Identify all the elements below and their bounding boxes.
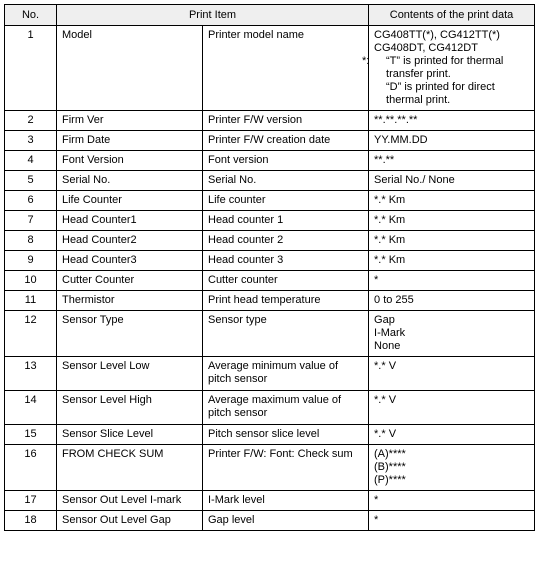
note-line: “D” is printed for direct thermal print. bbox=[386, 81, 495, 106]
contents-line: *.* Km bbox=[374, 214, 406, 226]
table-row bbox=[5, 291, 535, 311]
row-item-description: Head counter 3 bbox=[203, 251, 369, 271]
row-item-description: Printer F/W creation date bbox=[203, 131, 369, 151]
row-number: 10 bbox=[5, 271, 57, 291]
row-item-description: I-Mark level bbox=[203, 491, 369, 511]
table-row bbox=[5, 211, 535, 231]
contents-line: (B)**** bbox=[374, 461, 406, 473]
contents-line: *.* V bbox=[374, 360, 397, 372]
row-item-name: Font Version bbox=[57, 151, 203, 171]
contents-line: *.* V bbox=[374, 428, 397, 440]
note-line: “T” is printed for thermal transfer print. bbox=[386, 55, 504, 80]
row-number: 2 bbox=[5, 111, 57, 131]
row-item-description: Head counter 1 bbox=[203, 211, 369, 231]
row-item-description: Cutter counter bbox=[203, 271, 369, 291]
row-item-description: Font version bbox=[203, 151, 369, 171]
row-item-name: Sensor Out Level I-mark bbox=[57, 491, 203, 511]
row-item-name: Firm Date bbox=[57, 131, 203, 151]
row-contents bbox=[369, 151, 535, 171]
row-number: 12 bbox=[5, 311, 57, 357]
row-number: 4 bbox=[5, 151, 57, 171]
header-print-item: Print Item bbox=[57, 5, 369, 26]
row-item-name: Sensor Level High bbox=[57, 391, 203, 425]
table-row bbox=[5, 511, 535, 531]
row-contents bbox=[369, 291, 535, 311]
row-item-description: Life counter bbox=[203, 191, 369, 211]
table-row bbox=[5, 391, 535, 425]
table-row bbox=[5, 271, 535, 291]
contents-line: * bbox=[374, 494, 379, 506]
row-number: 9 bbox=[5, 251, 57, 271]
row-item-name: Sensor Level Low bbox=[57, 357, 203, 391]
row-contents bbox=[369, 251, 535, 271]
row-item-name: Model bbox=[57, 26, 203, 111]
row-number: 6 bbox=[5, 191, 57, 211]
contents-line: *.* Km bbox=[374, 254, 406, 266]
row-number: 14 bbox=[5, 391, 57, 425]
row-item-name: Sensor Type bbox=[57, 311, 203, 357]
contents-line: **.** bbox=[374, 154, 395, 166]
row-contents bbox=[369, 111, 535, 131]
row-number: 17 bbox=[5, 491, 57, 511]
contents-line: *.* Km bbox=[374, 234, 406, 246]
row-item-description: Gap level bbox=[203, 511, 369, 531]
table-row bbox=[5, 111, 535, 131]
table-row bbox=[5, 171, 535, 191]
contents-line: Serial No./ None bbox=[374, 174, 455, 186]
row-item-description: Printer F/W version bbox=[203, 111, 369, 131]
row-item-description: Average maximum value of pitch sensor bbox=[203, 391, 369, 425]
row-number: 18 bbox=[5, 511, 57, 531]
row-contents bbox=[369, 425, 535, 445]
table-row bbox=[5, 191, 535, 211]
row-contents bbox=[369, 211, 535, 231]
contents-line: *.* Km bbox=[374, 194, 406, 206]
table-body bbox=[5, 26, 535, 531]
row-contents bbox=[369, 357, 535, 391]
row-number: 3 bbox=[5, 131, 57, 151]
table-row bbox=[5, 26, 535, 111]
row-item-name: Head Counter2 bbox=[57, 231, 203, 251]
row-item-name: FROM CHECK SUM bbox=[57, 445, 203, 491]
row-item-description: Printer model name bbox=[203, 26, 369, 111]
table-header-row bbox=[5, 5, 535, 26]
row-number: 13 bbox=[5, 357, 57, 391]
row-contents bbox=[362, 26, 535, 111]
row-item-name: Sensor Out Level Gap bbox=[57, 511, 203, 531]
table-row bbox=[5, 131, 535, 151]
table-row bbox=[5, 251, 535, 271]
contents-line: I-Mark bbox=[374, 327, 406, 339]
row-item-description: Head counter 2 bbox=[203, 231, 369, 251]
row-number: 5 bbox=[5, 171, 57, 191]
print-data-table bbox=[4, 4, 535, 531]
header-contents: Contents of the print data bbox=[369, 5, 535, 26]
contents-line: (A)**** bbox=[374, 448, 406, 460]
table-row bbox=[5, 311, 535, 357]
contents-line: **.**.**.** bbox=[374, 114, 418, 126]
row-item-name: Head Counter3 bbox=[57, 251, 203, 271]
row-contents bbox=[369, 171, 535, 191]
row-contents bbox=[369, 445, 535, 491]
row-item-description: Pitch sensor slice level bbox=[203, 425, 369, 445]
header-no: No. bbox=[5, 5, 57, 26]
row-item-name: Sensor Slice Level bbox=[57, 425, 203, 445]
row-item-name: Thermistor bbox=[57, 291, 203, 311]
table-row bbox=[5, 357, 535, 391]
contents-line: None bbox=[374, 340, 401, 352]
row-number: 1 bbox=[5, 26, 57, 111]
contents-line: YY.MM.DD bbox=[374, 134, 428, 146]
row-contents bbox=[369, 491, 535, 511]
row-number: 16 bbox=[5, 445, 57, 491]
contents-line: CG408DT, CG412DT bbox=[374, 42, 478, 54]
row-number: 7 bbox=[5, 211, 57, 231]
table-row bbox=[5, 231, 535, 251]
contents-line: * bbox=[374, 274, 379, 286]
table-row bbox=[5, 445, 535, 491]
table-row bbox=[5, 491, 535, 511]
contents-line: 0 to 255 bbox=[374, 294, 414, 306]
contents-note bbox=[362, 55, 529, 107]
row-item-name: Head Counter1 bbox=[57, 211, 203, 231]
row-contents bbox=[369, 511, 535, 531]
row-item-description: Printer F/W: Font: Check sum bbox=[203, 445, 369, 491]
row-item-name: Firm Ver bbox=[57, 111, 203, 131]
contents-line: * bbox=[374, 514, 379, 526]
contents-line: Gap bbox=[374, 314, 395, 326]
note-marker: *: bbox=[362, 55, 370, 67]
row-contents bbox=[369, 231, 535, 251]
row-contents bbox=[369, 271, 535, 291]
row-number: 8 bbox=[5, 231, 57, 251]
row-number: 11 bbox=[5, 291, 57, 311]
table-row bbox=[5, 151, 535, 171]
row-contents bbox=[369, 391, 535, 425]
row-item-name: Cutter Counter bbox=[57, 271, 203, 291]
row-item-description: Average minimum value of pitch sensor bbox=[203, 357, 369, 391]
row-number: 15 bbox=[5, 425, 57, 445]
row-item-description: Print head temperature bbox=[203, 291, 369, 311]
contents-line: CG408TT(*), CG412TT(*) bbox=[374, 29, 500, 41]
row-contents bbox=[369, 131, 535, 151]
table-row bbox=[5, 425, 535, 445]
row-item-description: Serial No. bbox=[203, 171, 369, 191]
row-item-description: Sensor type bbox=[203, 311, 369, 357]
row-contents bbox=[369, 191, 535, 211]
row-item-name: Serial No. bbox=[57, 171, 203, 191]
row-contents bbox=[369, 311, 535, 357]
row-item-name: Life Counter bbox=[57, 191, 203, 211]
contents-line: *.* V bbox=[374, 394, 397, 406]
contents-line: (P)**** bbox=[374, 474, 406, 486]
